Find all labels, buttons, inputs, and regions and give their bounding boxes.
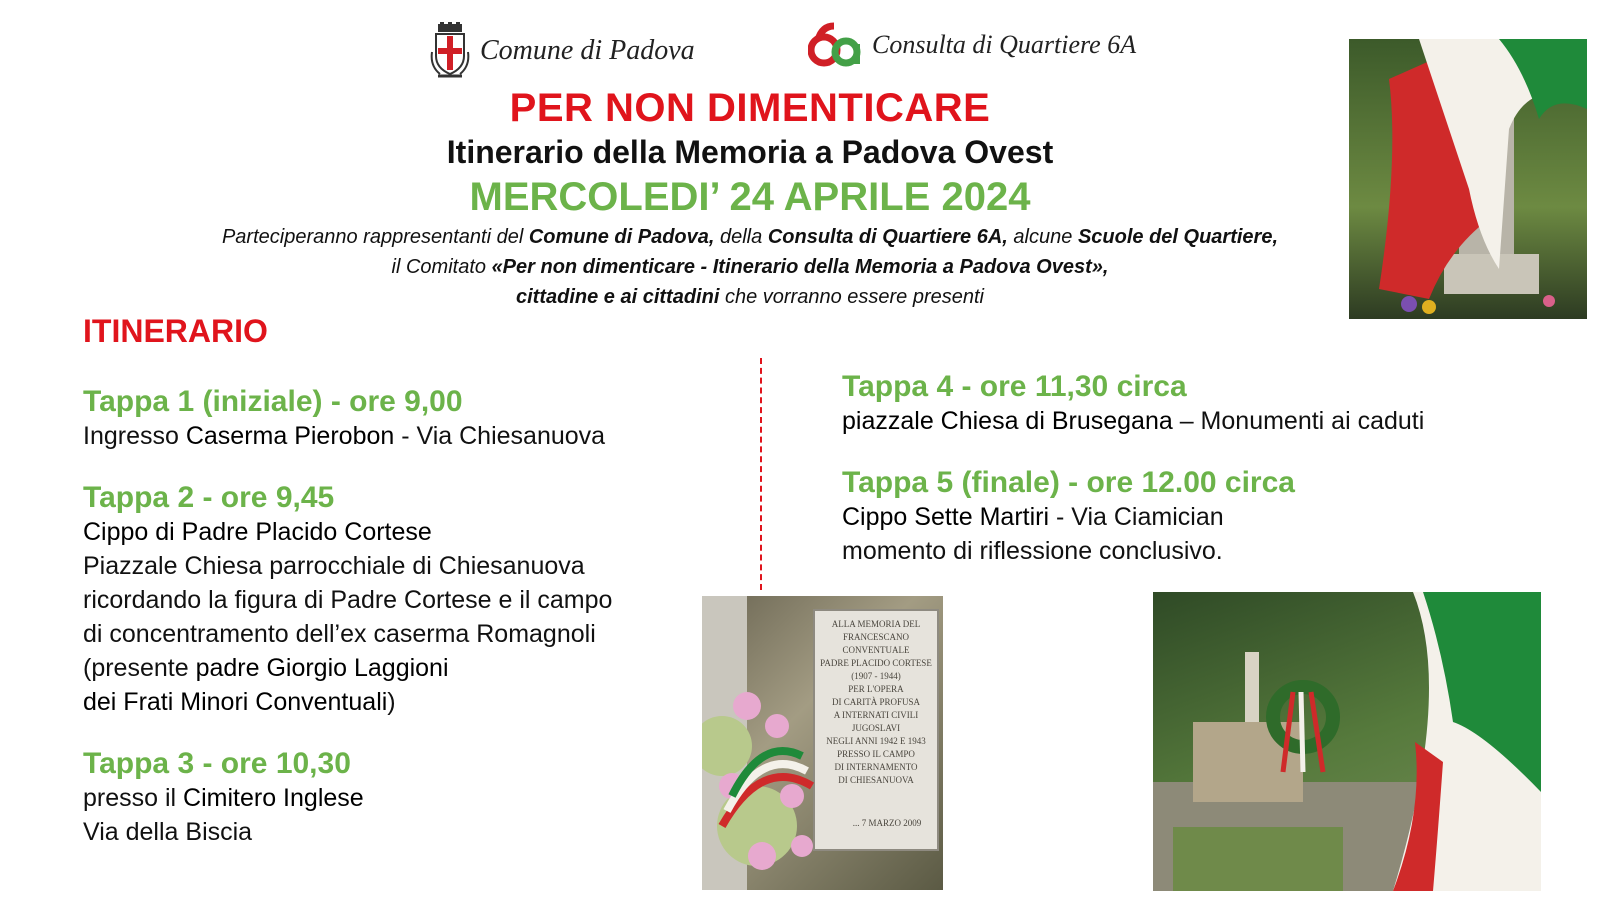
intro-bold: Scuole del Quartiere, — [1077, 226, 1279, 248]
intro-bold: «Per non dimenticare - Itinerario della Memoria a Padova Ovest», — [491, 256, 1109, 278]
stop-4-line — [842, 404, 1562, 438]
plaque-line: DI CARITÀ PROFUSA — [831, 697, 920, 707]
stop-2 — [83, 481, 703, 719]
itinerary-right-column — [842, 370, 1562, 596]
intro-bold: Comune di Padova, — [528, 226, 715, 248]
stop-3-line — [83, 781, 703, 815]
stop-5-line: momento di riflessione conclusivo. — [842, 537, 1223, 565]
stop-text: (presente — [83, 654, 196, 682]
stop-text: presso il — [83, 784, 184, 812]
plaque-line: (1907 - 1944) — [851, 671, 901, 681]
stop-5-line — [842, 500, 1562, 534]
stop-2-line — [83, 685, 703, 719]
plaque-line: DI INTERNAMENTO — [834, 762, 918, 772]
flag-column-photo — [1349, 39, 1587, 319]
consulta-mark-text: 6A — [808, 22, 810, 23]
stop-1-line — [83, 419, 703, 453]
stop-order: dei Frati Minori Conventuali — [83, 688, 388, 716]
stop-place: Cimitero Inglese — [183, 784, 364, 812]
stop-2-place: Cippo di Padre Placido Cortese — [83, 518, 432, 546]
stop-place: piazzale Chiesa di Brusegana — [842, 407, 1173, 435]
stop-3-line: Via della Biscia — [83, 818, 253, 846]
column-divider — [760, 358, 762, 590]
plaque-line: DI CHIESANUOVA — [838, 775, 914, 785]
stop-2-line: ricordando la figura di Padre Cortese e il campo — [83, 586, 613, 614]
plaque-inscription — [814, 618, 938, 787]
monument-illustration — [1153, 592, 1541, 891]
main-title: PER NON DIMENTICARE — [509, 86, 991, 130]
intro-text: che vorranno essere presenti — [719, 286, 984, 308]
stop-place: Cippo Sette Martiri — [842, 503, 1050, 531]
stop-1 — [83, 385, 703, 453]
intro-line-1 — [60, 222, 1440, 252]
cortese-plaque-photo — [702, 596, 943, 890]
stop-4 — [842, 370, 1562, 438]
intro-text: Parteciperanno rappresentanti del — [221, 226, 529, 248]
stop-person: padre Giorgio Laggioni — [195, 654, 449, 682]
plaque-line: PADRE PLACIDO CORTESE — [820, 658, 932, 668]
stop-5 — [842, 466, 1562, 568]
plaque-line: PRESSO IL CAMPO — [837, 749, 915, 759]
stop-2-line — [83, 651, 703, 685]
plaque-date: ... 7 MARZO 2009 — [852, 818, 922, 828]
stop-4-title: Tappa 4 - ore 11,30 circa — [842, 370, 1187, 403]
plaque-line: CONVENTUALE — [842, 645, 910, 655]
stop-text: - Via Chiesanuova — [394, 422, 606, 450]
stop-5-title: Tappa 5 (finale) - ore 12.00 circa — [842, 466, 1295, 499]
stop-text: ) — [387, 688, 396, 716]
stop-2-line: di concentramento dell’ex caserma Romagnoli — [83, 620, 596, 648]
comune-padova-logo — [430, 22, 695, 80]
stop-2-title: Tappa 2 - ore 9,45 — [83, 481, 335, 514]
stop-text: - Via Ciamician — [1049, 503, 1224, 531]
intro-bold: cittadine e ai cittadini — [516, 286, 720, 308]
stop-place: Caserma Pierobon — [185, 422, 395, 450]
plaque-line: FRANCESCANO — [842, 632, 909, 642]
stop-3 — [83, 747, 703, 849]
intro-line-3 — [60, 282, 1440, 312]
comune-padova-label: Comune di Padova — [480, 35, 695, 66]
plaque-line: NEGLI ANNI 1942 E 1943 — [826, 736, 926, 746]
stop-text: – Monumenti ai caduti — [1172, 407, 1425, 435]
intro-paragraph — [60, 222, 1440, 312]
consulta-quartiere-label: Consulta di Quartiere 6A — [872, 30, 1137, 59]
itinerary-left-column — [83, 385, 703, 877]
flag-column-illustration — [1349, 39, 1587, 319]
subtitle: Itinerario della Memoria a Padova Ovest — [446, 134, 1054, 170]
plaque-line: JUGOSLAVI — [851, 723, 901, 733]
itinerary-heading: ITINERARIO — [83, 313, 268, 349]
consulta-quartiere-logo — [808, 22, 1136, 68]
plaque-line: ALLA MEMORIA DEL — [831, 619, 921, 629]
stop-2-line: Piazzale Chiesa parrocchiale di Chiesanuova — [83, 552, 585, 580]
consulta-6a-mark-icon — [808, 22, 862, 68]
sette-martiri-photo — [1153, 592, 1541, 891]
plaque-line: PER L'OPERA — [848, 684, 904, 694]
padova-coat-of-arms-icon — [430, 22, 470, 80]
event-date: MERCOLEDI’ 24 APRILE 2024 — [469, 175, 1031, 219]
intro-text: alcune — [1007, 226, 1078, 248]
stop-text: Ingresso — [83, 422, 186, 450]
stop-1-title: Tappa 1 (iniziale) - ore 9,00 — [83, 385, 463, 418]
intro-text: della — [714, 226, 768, 248]
plaque-line: A INTERNATI CIVILI — [833, 710, 919, 720]
intro-line-2 — [60, 252, 1440, 282]
intro-text: il Comitato — [391, 256, 492, 278]
intro-bold: Consulta di Quartiere 6A, — [767, 226, 1008, 248]
stop-3-title: Tappa 3 - ore 10,30 — [83, 747, 351, 780]
